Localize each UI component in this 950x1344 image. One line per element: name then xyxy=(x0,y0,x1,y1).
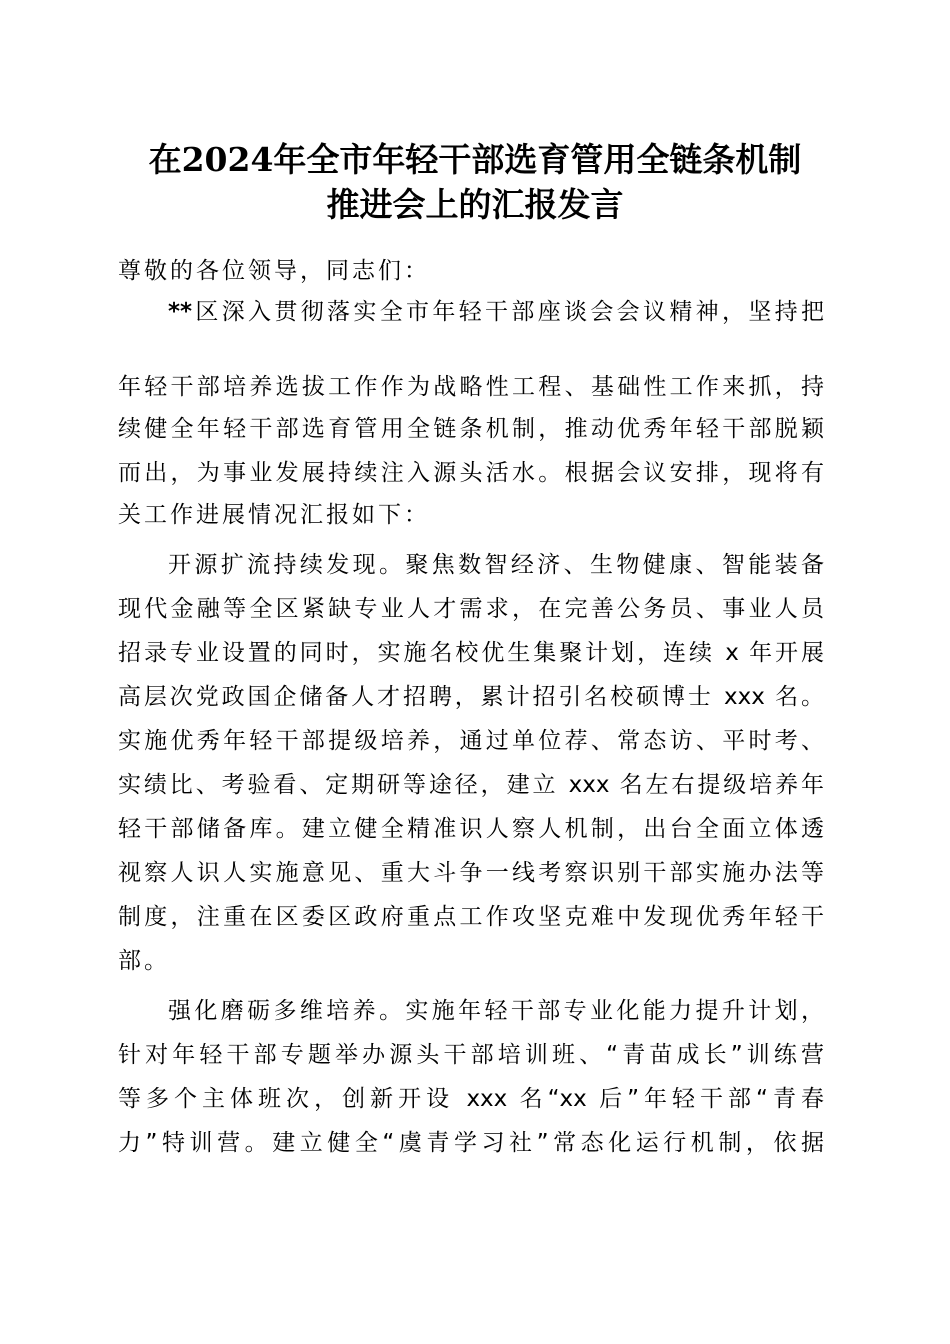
paragraph-3-line-4: 力”特训营。建立健全“虞青学习社”常态化运行机制，依据 xyxy=(118,1130,824,1156)
paragraph-2-line-7: 轻干部储备库。建立健全精准识人察人机制，出台全面立体透 xyxy=(118,816,824,842)
paragraph-3-line-3: 等多个主体班次，创新开设 xxx 名“xx 后”年轻干部“青春 xyxy=(118,1086,824,1112)
paragraph-1-line-5: 关工作进展情况汇报如下： xyxy=(118,502,430,528)
document-title-line-1: 在2024年全市年轻干部选育管用全链条机制 xyxy=(148,140,802,179)
paragraph-2-line-1: 开源扩流持续发现。聚焦数智经济、生物健康、智能装备 xyxy=(168,552,824,578)
paragraph-2-line-10: 部。 xyxy=(118,948,170,974)
paragraph-1-line-2: 年轻干部培养选拔工作作为战略性工程、基础性工作来抓，持 xyxy=(118,374,824,400)
paragraph-1-line-4: 而出，为事业发展持续注入源头活水。根据会议安排，现将有 xyxy=(118,460,824,486)
redacted-district-name: ** xyxy=(168,299,193,325)
paragraph-2-line-6: 实绩比、考验看、定期研等途径，建立 xxx 名左右提级培养年 xyxy=(118,772,824,798)
paragraph-1-line-3: 续健全年轻干部选育管用全链条机制，推动优秀年轻干部脱颖 xyxy=(118,416,824,442)
paragraph-3-line-1: 强化磨砺多维培养。实施年轻干部专业化能力提升计划， xyxy=(168,998,824,1024)
paragraph-2-line-5: 实施优秀年轻干部提级培养，通过单位荐、常态访、平时考、 xyxy=(118,728,824,754)
paragraph-2-line-9: 制度，注重在区委区政府重点工作攻坚克难中发现优秀年轻干 xyxy=(118,904,824,930)
paragraph-2-line-3: 招录专业设置的同时，实施名校优生集聚计划，连续 x 年开展 xyxy=(118,640,824,666)
paragraph-1-line-1: **区深入贯彻落实全市年轻干部座谈会会议精神，坚持把 xyxy=(168,299,824,325)
paragraph-2-line-8: 视察人识人实施意见、重大斗争一线考察识别干部实施办法等 xyxy=(118,860,824,886)
paragraph-3-line-2: 针对年轻干部专题举办源头干部培训班、“青苗成长”训练营 xyxy=(118,1042,824,1068)
paragraph-2-line-2: 现代金融等全区紧缺专业人才需求，在完善公务员、事业人员 xyxy=(118,596,824,622)
document-title-line-2: 推进会上的汇报发言 xyxy=(326,185,624,224)
salutation: 尊敬的各位领导，同志们： xyxy=(118,258,430,284)
paragraph-2-line-4: 高层次党政国企储备人才招聘，累计招引名校硕博士 xxx 名。 xyxy=(118,684,824,710)
